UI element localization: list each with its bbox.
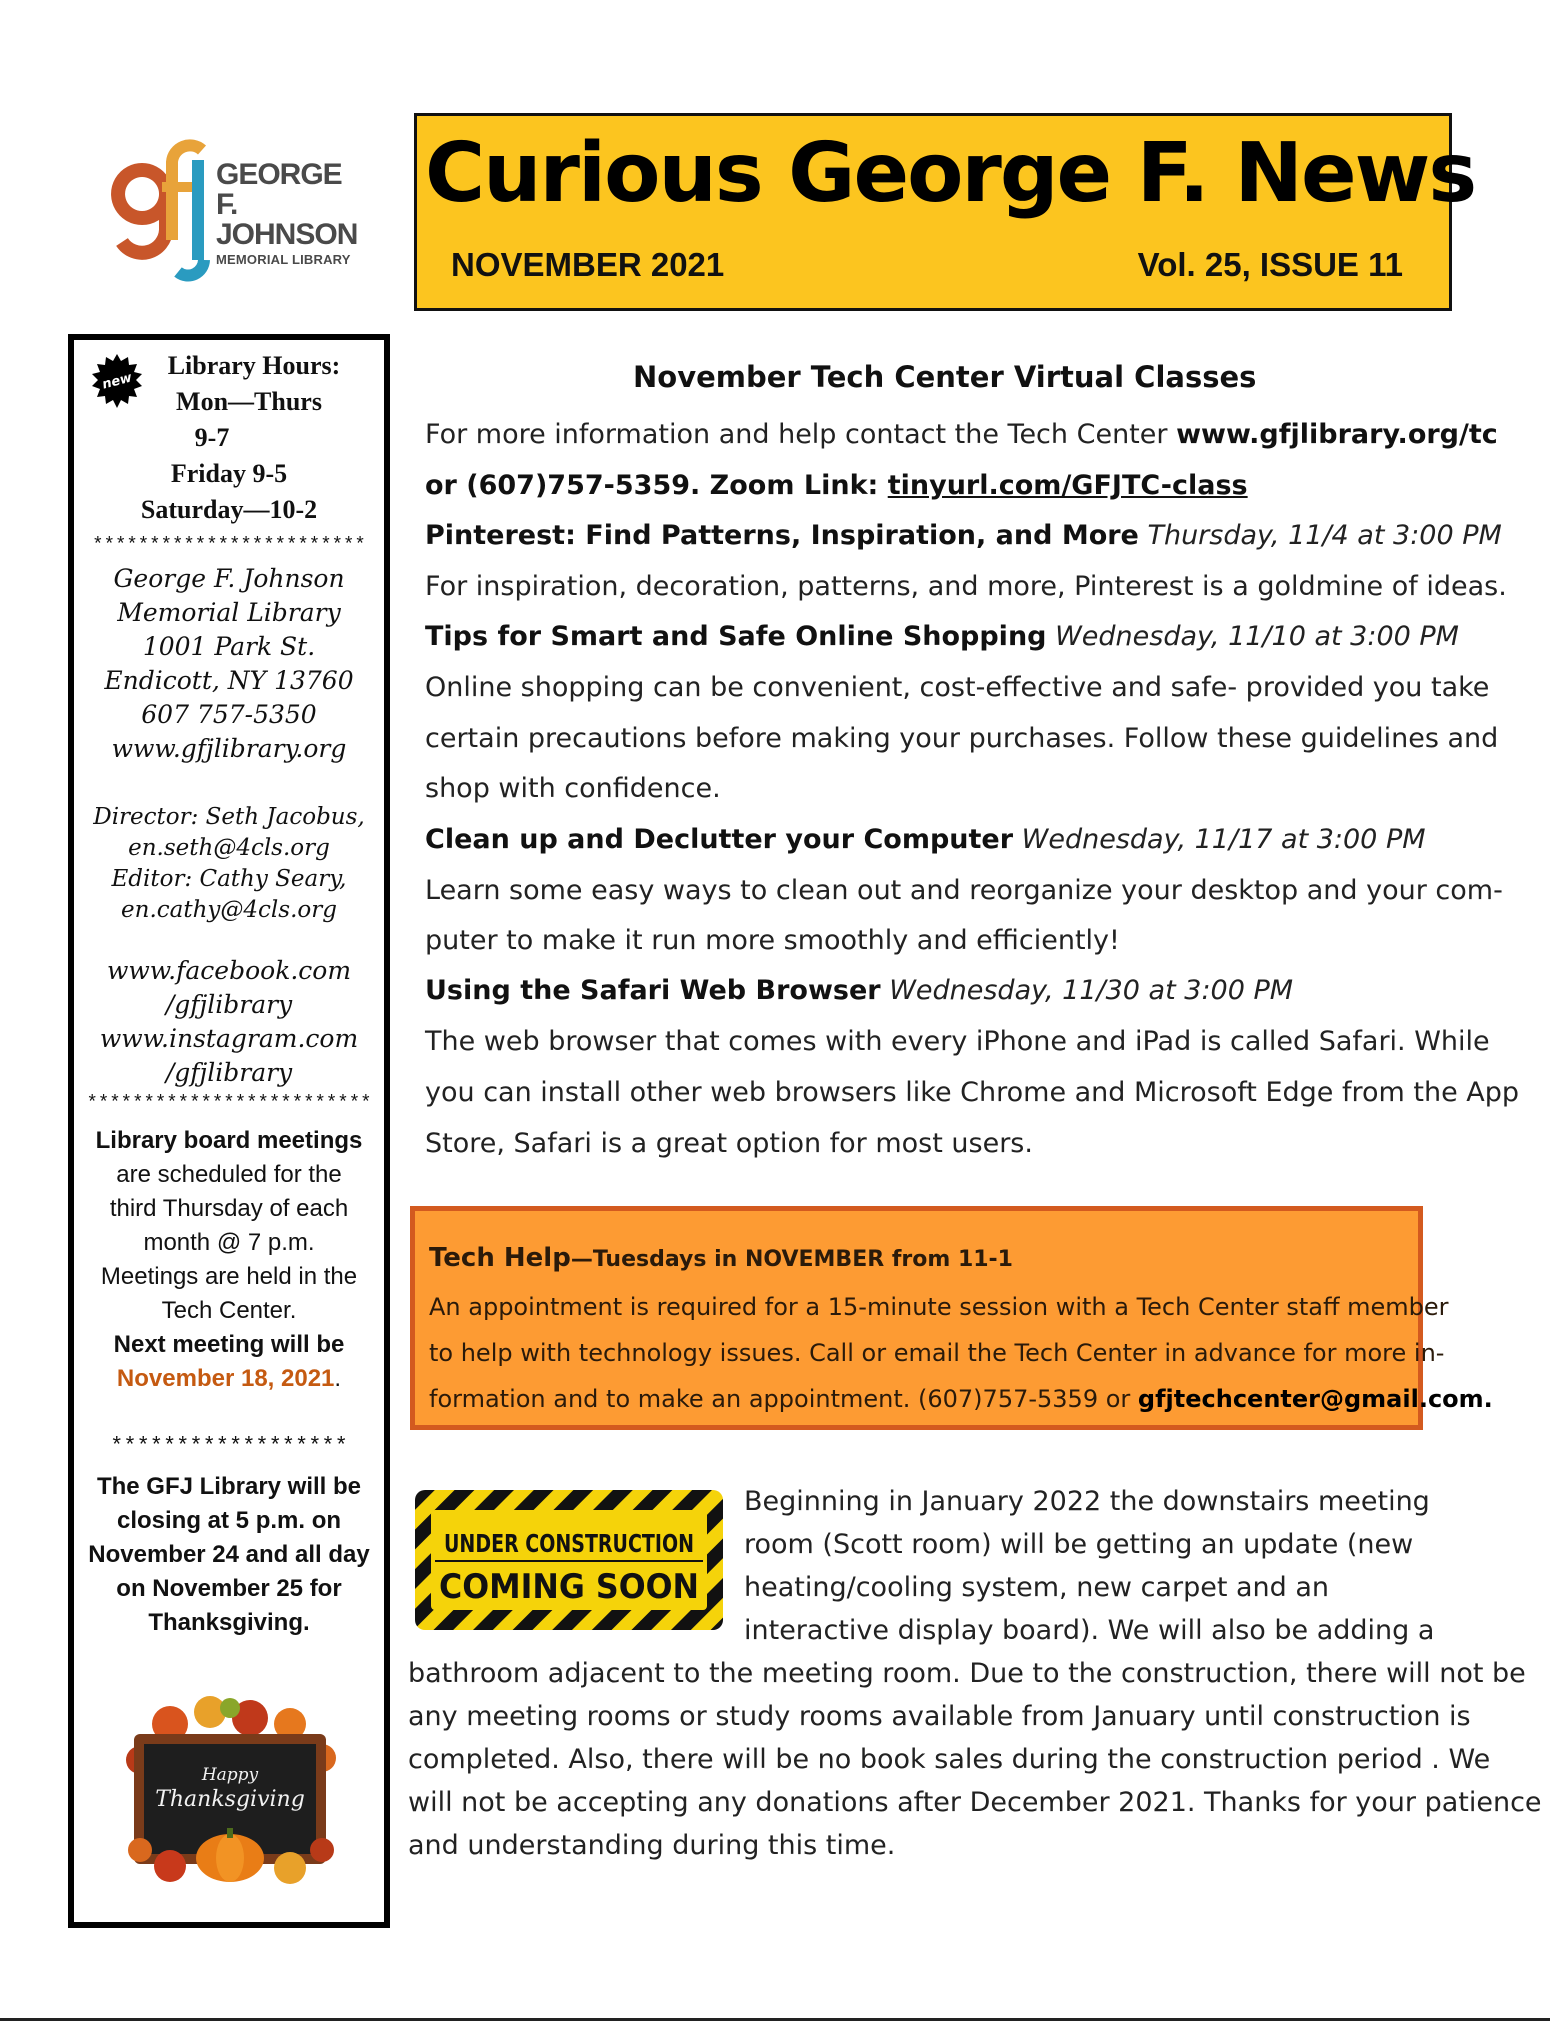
construction-line: room (Scott room) will be getting an update (new bbox=[744, 1529, 1414, 1560]
zoom-link[interactable]: tinyurl.com/GFJTC-class bbox=[887, 470, 1248, 501]
divider-stars: ************************* bbox=[86, 1092, 372, 1114]
next-meeting-label: Next meeting will be bbox=[113, 1331, 345, 1358]
construction-line: any meeting rooms or study rooms available from January until construction is bbox=[408, 1701, 1471, 1732]
closing-line: November 24 and all day bbox=[88, 1541, 370, 1568]
hours-line: Saturday—10-2 bbox=[140, 495, 318, 524]
tech-help-line bbox=[429, 1385, 1493, 1413]
editor: Editor: Cathy Seary, bbox=[111, 866, 347, 892]
logo-line-3: MEMORIAL LIBRARY bbox=[216, 252, 351, 267]
section-heading: November Tech Center Virtual Classes bbox=[633, 360, 1257, 394]
page-bottom-rule bbox=[0, 2018, 1550, 2021]
newsletter-title: Curious George F. News bbox=[425, 126, 1476, 221]
hours-line: Friday 9-5 bbox=[170, 459, 288, 488]
sidebar bbox=[68, 334, 390, 1928]
happy-thanksgiving-image bbox=[100, 1690, 360, 1890]
sign-bottom-text: COMING SOON bbox=[439, 1567, 699, 1607]
tech-help-schedule: —Tuesdays in NOVEMBER from 11-1 bbox=[570, 1247, 1013, 1272]
sign-top-text: UNDER CONSTRUCTION bbox=[444, 1529, 694, 1558]
class-desc: you can install other web browsers like Chrome and Microsoft Edge from the App bbox=[425, 1077, 1520, 1108]
thanksgiving-text-1: Happy bbox=[201, 1765, 259, 1785]
address-line: 1001 Park St. bbox=[142, 632, 316, 661]
construction-line: completed. Also, there will be no book sales during the construction period . We bbox=[408, 1744, 1491, 1775]
closing-line: on November 25 for bbox=[116, 1575, 342, 1602]
construction-line: bathroom adjacent to the meeting room. Due to the construction, there will not be bbox=[408, 1658, 1526, 1689]
class-desc: certain precautions before making your purchases. Follow these guidelines and bbox=[425, 723, 1499, 754]
issue-date: NOVEMBER 2021 bbox=[451, 246, 725, 283]
new-badge-text: new bbox=[100, 370, 134, 393]
under-construction-sign-icon bbox=[415, 1490, 723, 1630]
tech-help-box bbox=[410, 1206, 1493, 1430]
next-meeting-period: . bbox=[334, 1365, 342, 1392]
hours-title: Library Hours: bbox=[167, 351, 341, 380]
instagram-link-path[interactable]: /gfjlibrary bbox=[165, 1058, 293, 1087]
tech-help-line: to help with technology issues. Call or email the Tech Center in advance for more in- bbox=[429, 1339, 1445, 1367]
board-line: month @ 7 p.m. bbox=[143, 1229, 315, 1256]
board-line: are scheduled for the bbox=[116, 1161, 342, 1188]
hours-line: 9-7 bbox=[194, 423, 230, 452]
intro-line-1 bbox=[425, 409, 1498, 460]
closing-line: closing at 5 p.m. on bbox=[116, 1507, 342, 1534]
board-heading: Library board meetings bbox=[95, 1127, 363, 1154]
class-desc: The web browser that comes with every iPhone and iPad is called Safari. While bbox=[425, 1026, 1490, 1057]
class-when: Wednesday, 11/30 at 3:00 PM bbox=[889, 975, 1294, 1006]
divider-stars: ****************** bbox=[110, 1434, 348, 1459]
address-line: Memorial Library bbox=[117, 598, 341, 627]
class-desc: Store, Safari is a great option for most users. bbox=[425, 1128, 1033, 1159]
closing-line: Thanksgiving. bbox=[148, 1609, 310, 1636]
class-title-line bbox=[425, 814, 1426, 865]
tech-help-title bbox=[429, 1243, 1013, 1273]
library-logo bbox=[112, 120, 358, 280]
tech-help-heading: Tech Help bbox=[429, 1243, 571, 1273]
address-line: George F. Johnson bbox=[113, 564, 345, 593]
construction-line: will not be accepting any donations after December 2021. Thanks for your patience bbox=[408, 1787, 1542, 1818]
construction-line: interactive display board). We will also be adding a bbox=[744, 1615, 1435, 1646]
board-line: third Thursday of each bbox=[109, 1195, 349, 1222]
board-line: Tech Center. bbox=[161, 1297, 297, 1324]
class-desc: shop with confidence. bbox=[425, 773, 721, 804]
facebook-link[interactable]: www.facebook.com bbox=[106, 956, 352, 985]
next-meeting-date: November 18, 2021 bbox=[116, 1365, 335, 1392]
class-title: Clean up and Declutter your Computer bbox=[425, 824, 1014, 855]
next-meeting bbox=[74, 1362, 384, 1396]
director: Director: Seth Jacobus, bbox=[93, 804, 365, 830]
class-title: Pinterest: Find Patterns, Inspiration, and More bbox=[425, 520, 1139, 551]
class-title: Using the Safari Web Browser bbox=[425, 975, 881, 1006]
intro-text: For more information and help contact the Tech Center bbox=[425, 419, 1177, 450]
class-when: Thursday, 11/4 at 3:00 PM bbox=[1147, 520, 1502, 551]
tech-center-url[interactable]: www.gfjlibrary.org/tc bbox=[1176, 419, 1498, 450]
thanksgiving-text-2: Thanksgiving bbox=[155, 1787, 305, 1812]
class-title-line bbox=[425, 510, 1502, 561]
class-when: Wednesday, 11/10 at 3:00 PM bbox=[1055, 621, 1459, 652]
class-desc: Learn some easy ways to clean out and reorganize your desktop and your com- bbox=[425, 875, 1503, 906]
tech-help-line: An appointment is required for a 15-minute session with a Tech Center staff member bbox=[429, 1293, 1449, 1321]
logo-line-2: JOHNSON bbox=[216, 218, 358, 251]
director-email[interactable]: en.seth@4cls.org bbox=[128, 835, 330, 861]
construction-line: heating/cooling system, new carpet and an bbox=[744, 1572, 1330, 1603]
issue-number: Vol. 25, ISSUE 11 bbox=[1137, 246, 1403, 283]
divider-stars: ************************ bbox=[92, 534, 366, 556]
facebook-link-path[interactable]: /gfjlibrary bbox=[165, 990, 293, 1019]
intro-line-2 bbox=[425, 460, 1248, 511]
class-when: Wednesday, 11/17 at 3:00 PM bbox=[1021, 824, 1426, 855]
closing-line: The GFJ Library will be bbox=[96, 1473, 362, 1500]
website-link[interactable]: www.gfjlibrary.org bbox=[111, 734, 347, 763]
class-title-line bbox=[425, 965, 1293, 1016]
hours-line: Mon—Thurs bbox=[176, 387, 322, 416]
tech-center-email[interactable]: gfjtechcenter@gmail.com. bbox=[1137, 1385, 1493, 1413]
logo-line-1: GEORGE F. bbox=[216, 158, 342, 221]
class-title-line bbox=[425, 611, 1459, 662]
address-line: Endicott, NY 13760 bbox=[104, 666, 354, 695]
class-title: Tips for Smart and Safe Online Shopping bbox=[425, 621, 1047, 652]
masthead bbox=[414, 113, 1476, 311]
class-desc: puter to make it run more smoothly and efficiently! bbox=[425, 925, 1120, 956]
construction-line: and understanding during this time. bbox=[408, 1830, 896, 1861]
tech-help-text: formation and to make an appointment. (607)757-5359 or bbox=[429, 1385, 1138, 1413]
construction-line: Beginning in January 2022 the downstairs meeting bbox=[744, 1486, 1430, 1517]
class-desc: Online shopping can be convenient, cost-effective and safe- provided you take bbox=[425, 672, 1490, 703]
editor-email[interactable]: en.cathy@4cls.org bbox=[121, 897, 337, 923]
instagram-link[interactable]: www.instagram.com bbox=[99, 1024, 359, 1053]
gfj-logo-icon bbox=[112, 120, 212, 280]
phone: 607 757-5350 bbox=[141, 700, 317, 729]
intro-phone: or (607)757-5359. Zoom Link: bbox=[425, 470, 888, 501]
class-desc: For inspiration, decoration, patterns, and more, Pinterest is a goldmine of ideas. bbox=[425, 571, 1507, 602]
board-line: Meetings are held in the bbox=[100, 1263, 358, 1290]
